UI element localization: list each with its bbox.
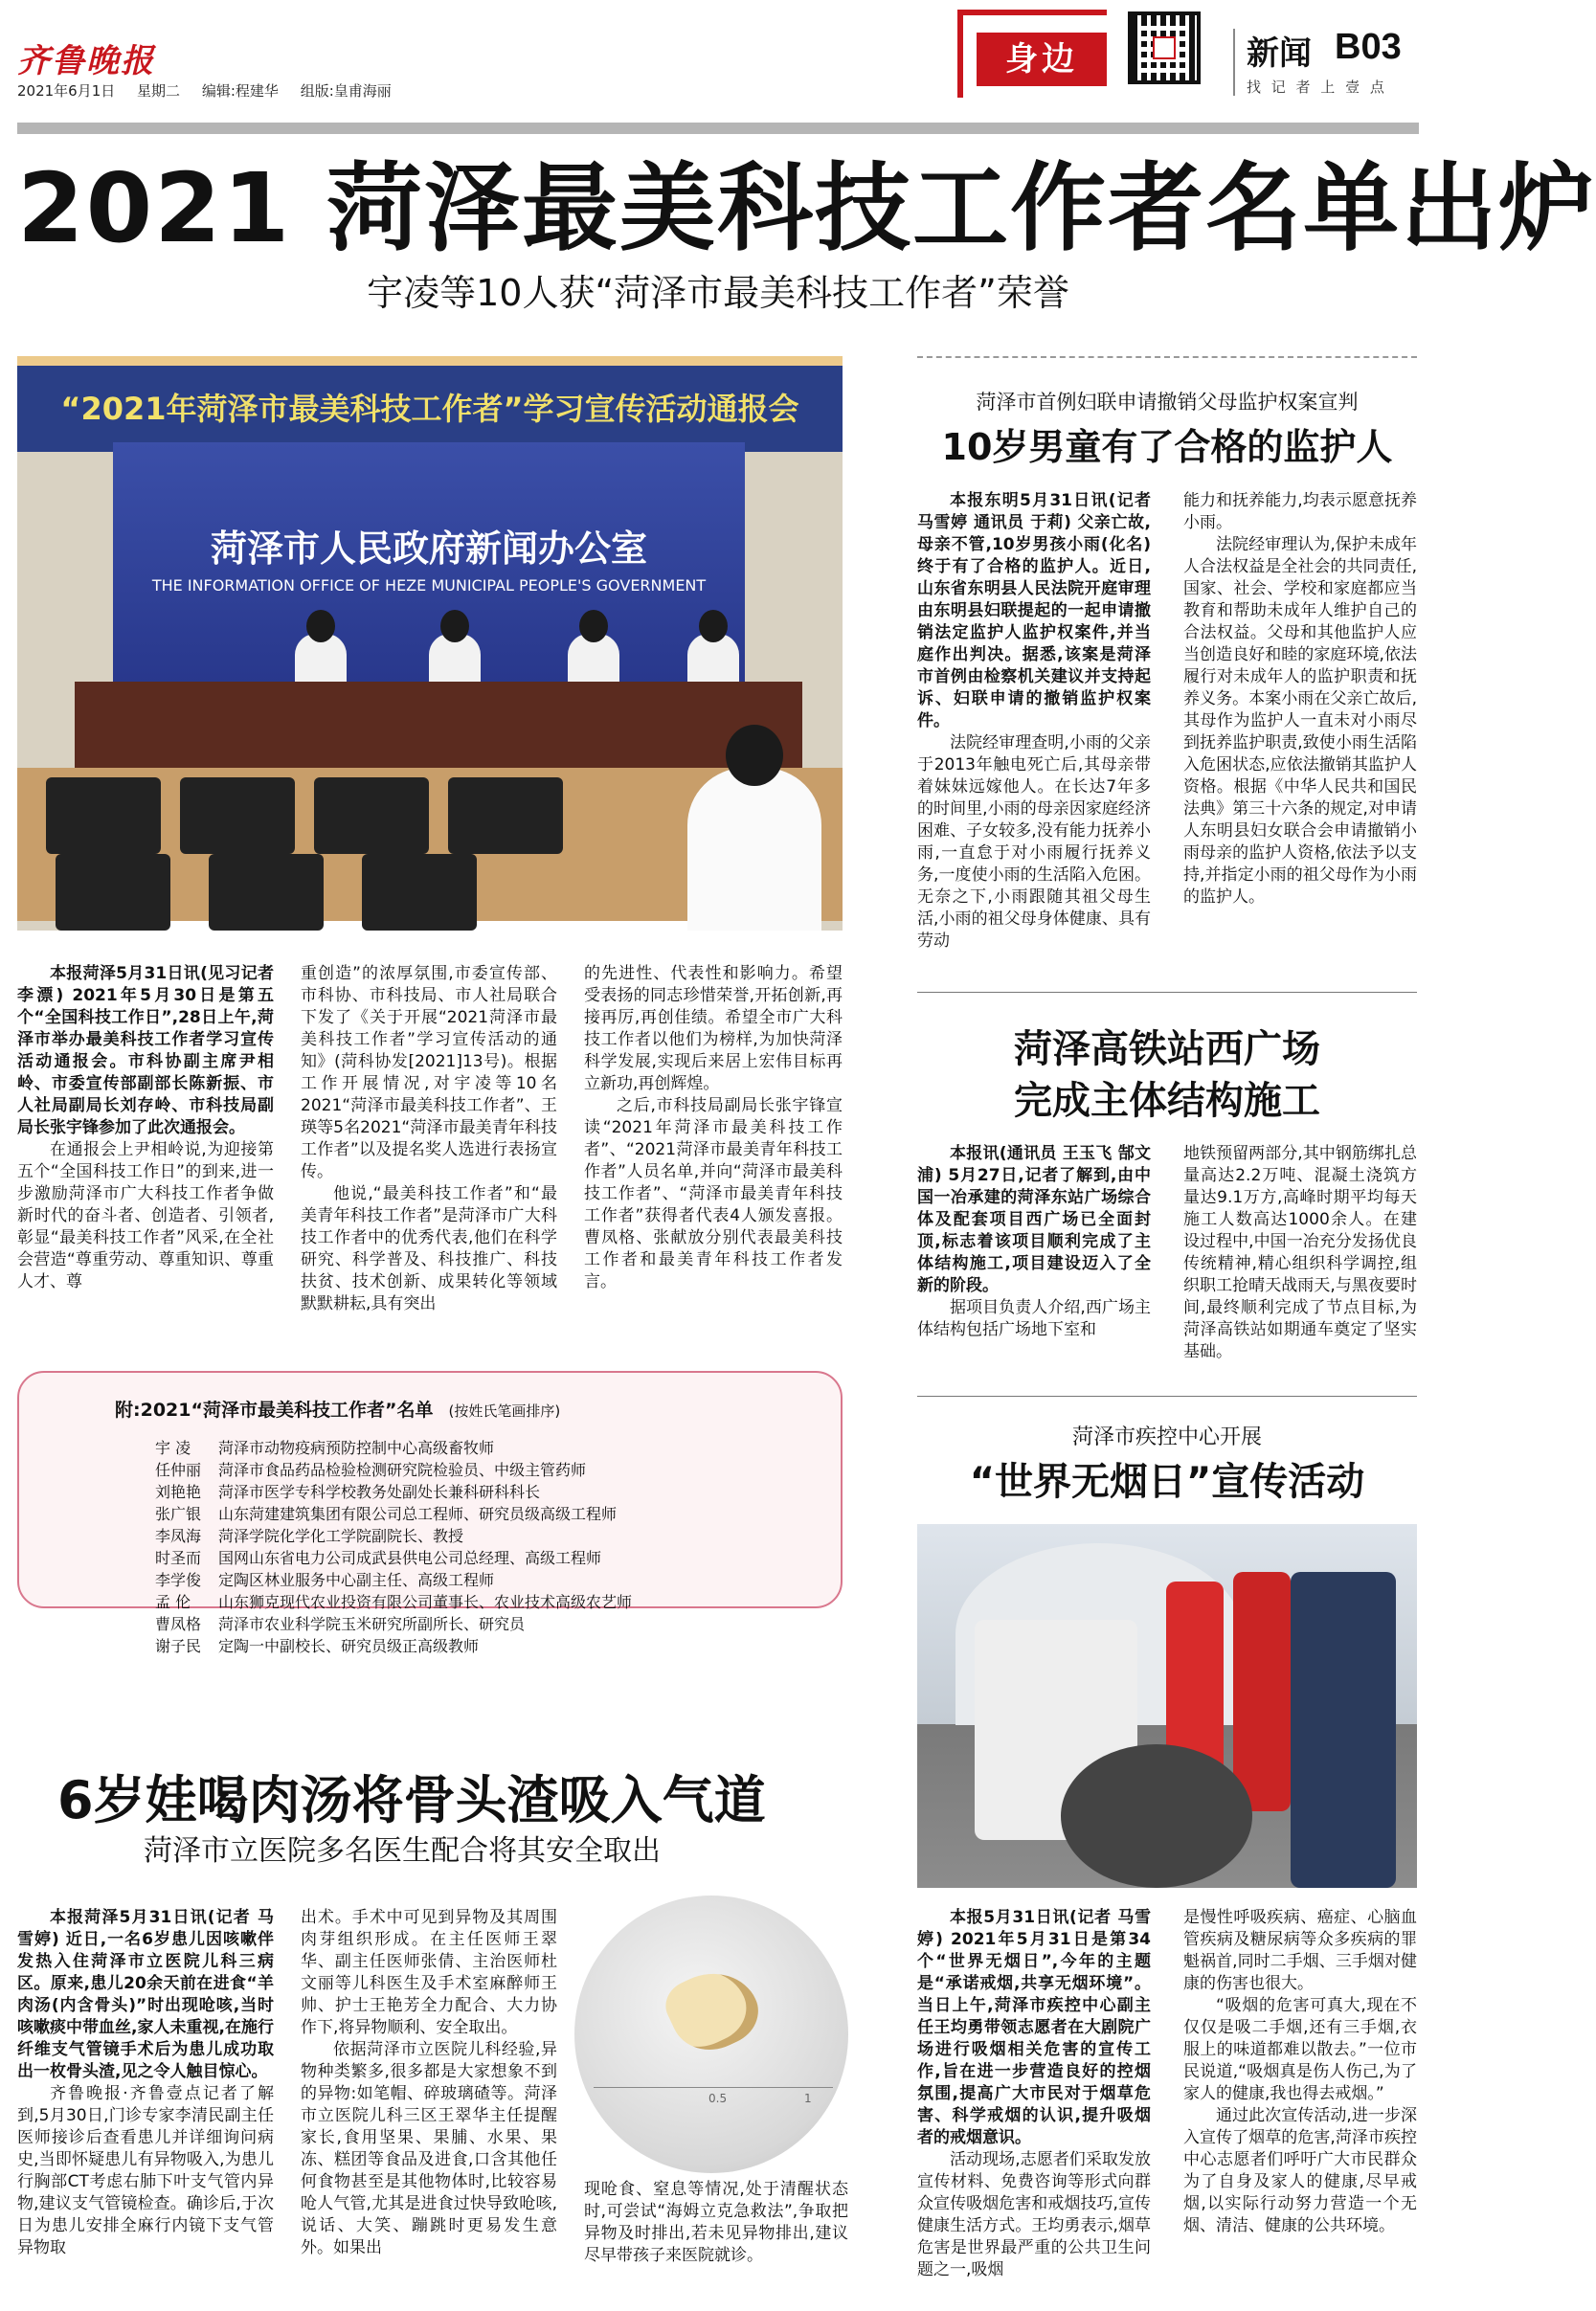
roster-row: 孟 伦 山东狮克现代农业投资有限公司董事长、农业技术高级农艺师 bbox=[155, 1593, 633, 1611]
child-col3-para1: 现呛食、窒息等情况,处于清醒状态时,可尝试“海姆立克急救法”,争取把异物及时排出,若未见异物排出,建议尽早带孩子来医院就诊。 bbox=[584, 2180, 848, 2265]
smoke-column-2 bbox=[1183, 1907, 1417, 2237]
bone-fragment-photo bbox=[574, 1896, 848, 2173]
child-column-3 bbox=[584, 2179, 848, 2267]
railway-column-2 bbox=[1183, 1143, 1417, 1363]
lead-column-3 bbox=[584, 963, 843, 1293]
roster-row: 曹凤格 菏泽市农业科学院玉米研究所副所长、研究员 bbox=[155, 1615, 526, 1633]
railway-headline-line1: 菏泽高铁站西广场 bbox=[1014, 1027, 1320, 1071]
photo-ruler: 0.5 1 bbox=[594, 2087, 833, 2112]
guardian-col1-para2: 法院经审理查明,小雨的父亲于2013年触电死亡后,其母亲带着妹妹远嫁他人。在长达7年多的时间里,小雨的母亲因家庭经济困难、子女较多,没有能力抚养小雨,一直怠于对小雨履行抚养义务,一度使小雨的生活陷入危困。无奈之下,小雨跟随其祖父母生活,小雨的祖父母身体健康、具有劳动 bbox=[917, 733, 1151, 951]
railway-top-rule bbox=[917, 992, 1417, 993]
roster-row: 张广银 山东菏建建筑集团有限公司总工程师、研究员级高级工程师 bbox=[155, 1505, 618, 1523]
child-col2-para1: 出术。手术中可见到异物及其周围肉芽组织形成。在主任医师王翠华、副主任医师张倩、主治医师杜文丽等儿科医生及手术室麻醉师王帅、护士王艳芳全力配合、大力协作下,将异物顺利、安全取出。 bbox=[301, 1908, 557, 2037]
newspaper-logo: 齐鲁晚报 bbox=[17, 42, 155, 80]
section-label: 身边 bbox=[977, 33, 1107, 86]
child-col1-para1: 本报菏泽5月31日讯(记者 马雪婷) 近日,一名6岁患儿因咳嗽伴发热入住菏泽市立医院儿科三病区。原来,患儿20余天前在进食“羊肉汤(内含骨头)”时出现呛咳,当时咳嗽痰中带血丝,家人未重视,在施行纤维支气管镜手术后为患儿成功取出一枚骨头渣,见之令人触目惊心。 bbox=[17, 1908, 274, 2081]
masthead-rule bbox=[17, 123, 1419, 134]
guardian-headline: 10岁男童有了合格的监护人 bbox=[941, 426, 1393, 468]
issue-line bbox=[17, 80, 409, 101]
railway-col1-para1: 本报讯(通讯员 王玉飞 郜文浦) 5月27日,记者了解到,由中国一冶承建的菏泽东站广场综合体及配套项目西广场已全面封顶,标志着该项目顺利完成了主体结构施工,项目建设迈入了全新的阶段。 bbox=[917, 1144, 1151, 1295]
smoke-campaign-photo bbox=[917, 1524, 1417, 1888]
roster-row: 任仲丽 菏泽市食品药品检验检测研究院检验员、中级主管药师 bbox=[155, 1461, 587, 1479]
conference-photo bbox=[17, 356, 843, 919]
issue-weekday: 星期二 bbox=[137, 82, 181, 100]
roster-row: 谢子民 定陶一中副校长、研究员级正高级教师 bbox=[155, 1637, 480, 1655]
page-number: B03 bbox=[1335, 27, 1402, 67]
masthead-divider bbox=[1233, 29, 1235, 96]
smoke-col2-para1: 是慢性呼吸疾病、癌症、心脑血管疾病及糖尿病等众多疾病的罪魁祸首,同时二手烟、三手烟对健康的伤害也很大。 bbox=[1183, 1908, 1417, 1993]
photo-banner-text: “2021年菏泽市最美科技工作者”学习宣传活动通报会 bbox=[17, 366, 843, 452]
railway-headline-line2: 完成主体结构施工 bbox=[1014, 1079, 1320, 1123]
roster-row: 宇 凌 菏泽市动物疫病预防控制中心高级畜牧师 bbox=[155, 1439, 495, 1457]
lead-col3-para1: 的先进性、代表性和影响力。希望受表扬的同志珍惜荣誉,开拓创新,再接再厉,再创佳绩。希望全市广大科技工作者以他们为榜样,为加快菏泽科学发展,实现后来居上宏伟目标再立新功,再创辉煌。 bbox=[584, 964, 843, 1093]
child-col1-para2: 齐鲁晚报·齐鲁壹点记者了解到,5月30日,门诊专家李清民副主任医师接诊后查看患儿并详细询问病史,当即怀疑患儿有异物吸入,为患儿行胸部CT考虑右肺下叶支气管内异物,建议支气管镜检查。确诊后,于次日为患儿安排全麻行内镜下支气管异物取 bbox=[17, 2084, 274, 2257]
child-column-1 bbox=[17, 1907, 274, 2259]
smoke-kicker: 菏泽市疾控中心开展 bbox=[1071, 1425, 1262, 1449]
smoke-top-rule bbox=[917, 1396, 1417, 1397]
guardian-kicker: 菏泽市首例妇联申请撤销父母监护权案宣判 bbox=[976, 391, 1359, 414]
issue-designer: 组版:皇甫海丽 bbox=[300, 82, 392, 100]
lead-col1-para2: 在通报会上尹相岭说,为迎接第五个“全国科技工作日”的到来,进一步激励菏泽市广大科技工作者争做新时代的奋斗者、创造者、引领者,彰显“最美科技工作者”风采,在全社会营造“尊重劳动、尊重知识、尊重人才、尊 bbox=[17, 1140, 274, 1291]
guardian-col1-para1: 本报东明5月31日讯(记者 马雪婷 通讯员 于莉) 父亲亡故,母亲不管,10岁男孩小雨(化名)终于有了合格的监护人。近日,山东省东明县人民法院开庭审理由东明县妇联提起的一起申请撤销法定监护人监护权案件,并当庭作出判决。据悉,该案是菏泽市首例由检察机关建议并支持起诉、妇联申请的撤销监护权案件。 bbox=[917, 491, 1151, 730]
reporter-tagline: 找 记 者 上 壹 点 bbox=[1247, 79, 1387, 96]
backdrop-title-cn: 菏泽市人民政府新闻办公室 bbox=[210, 527, 647, 570]
lead-subheadline: 宇凌等10人获“菏泽市最美科技工作者”荣誉 bbox=[367, 272, 1069, 314]
lead-col2-para2: 他说,“最美科技工作者”和“最美青年科技工作者”是菏泽市广大科技工作者中的优秀代表,他们在科学研究、科学普及、科技推广、科技扶贫、技术创新、成果转化等领域默默耕耘,具有突出 bbox=[301, 1184, 557, 1313]
roster-note: (按姓氏笔画排序) bbox=[448, 1402, 561, 1420]
column-label: 新闻 bbox=[1247, 34, 1312, 73]
railway-col1-para2: 据项目负责人介绍,西广场主体结构包括广场地下室和 bbox=[917, 1298, 1151, 1339]
issue-date: 2021年6月1日 bbox=[17, 82, 116, 100]
roster-row: 刘艳艳 菏泽市医学专科学校教务处副处长兼科研科科长 bbox=[155, 1483, 541, 1501]
smoke-col2-para2: “吸烟的危害可真大,现在不仅仅是吸二手烟,还有三手烟,衣服上的味道都难以散去。”一位市民说道,“吸烟真是伤人伤己,为了家人的健康,我也得去戒烟。” bbox=[1183, 1996, 1417, 2103]
qr-logo-icon bbox=[1153, 36, 1176, 59]
railway-col2-para1: 地铁预留两部分,其中钢筋绑扎总量高达2.2万吨、混凝土浇筑方量达9.1万方,高峰时期平均每天施工人数高达1000余人。在建设过程中,中国一冶充分发扬优良传统精神,精心组织科学调控,组织职工抢晴天战雨天,与黑夜要时间,最终顺利完成了节点目标,为菏泽高铁站如期通车奠定了坚实基础。 bbox=[1183, 1144, 1417, 1361]
smoke-column-1 bbox=[917, 1907, 1151, 2281]
lead-headline: 2021 菏泽最美科技工作者名单出炉 bbox=[17, 152, 1596, 264]
smoke-col1-para1: 本报5月31日讯(记者 马雪婷) 2021年5月31日是第34个“世界无烟日”,今年的主题是“承诺戒烟,共享无烟环境”。当日上午,菏泽市疾控中心副主任王均勇带领志愿者在大剧院广场进行吸烟相关危害的宣传工作,旨在进一步营造良好的控烟氛围,提高广大市民对于烟草危害、科学戒烟的认识,提升吸烟者的戒烟意识。 bbox=[917, 1908, 1151, 2147]
guardian-column-2 bbox=[1183, 490, 1417, 909]
guardian-col2-para1: 能力和抚养能力,均表示愿意抚养小雨。 bbox=[1183, 491, 1417, 532]
smoke-headline: “世界无烟日”宣传活动 bbox=[969, 1460, 1365, 1504]
backdrop-title-en: THE INFORMATION OFFICE OF HEZE MUNICIPAL PEOPLE'S GOVERNMENT bbox=[151, 576, 707, 595]
guardian-column-1 bbox=[917, 490, 1151, 953]
guardian-col2-para2: 法院经审理认为,保护未成年人合法权益是全社会的共同责任,国家、社会、学校和家庭都应当教育和帮助未成年人维护自己的合法权益。父母和其他监护人应当创造良好和睦的家庭环境,依法履行对未成年人的监护职责和抚养义务。本案小雨在父亲亡故后,其母作为监护人一直未对小雨尽到抚养监护职责,致使小雨生活陷入危困状态,应依法撤销其监护人资格。根据《中华人民共和国民法典》第三十六条的规定,对申请人东明县妇女联合会申请撤销小雨母亲的监护人资格,依法予以支持,并指定小雨的祖父母作为小雨的监护人。 bbox=[1183, 535, 1417, 907]
lead-col2-para1: 重创造”的浓厚氛围,市委宣传部、市科协、市科技局、市人社局联合下发了《关于开展“2021菏泽市最美科技工作者”学习宣传活动的通知》(菏科协发[2021]13号)。根据工作开展情况,对宇凌等10名2021“菏泽市最美科技工作者”、王瑛等5名2021“菏泽市最美青年科技工作者”以及提名奖人选进行表扬宣传。 bbox=[301, 964, 557, 1181]
issue-editor: 编辑:程建华 bbox=[201, 82, 279, 100]
smoke-col1-para2: 活动现场,志愿者们采取发放宣传材料、免费咨询等形式向群众宣传吸烟危害和戒烟技巧,宣传健康生活方式。王均勇表示,烟草危害是世界最严重的公共卫生问题之一,吸烟 bbox=[917, 2150, 1151, 2279]
child-headline: 6岁娃喝肉汤将骨头渣吸入气道 bbox=[57, 1770, 766, 1830]
roster-title: 附:2021“菏泽市最美科技工作者”名单 bbox=[115, 1400, 434, 1421]
child-col2-para2: 依据菏泽市立医院儿科经验,异物种类繁多,很多都是大家想象不到的异物:如笔帽、碎玻璃碴等。菏泽市立医院儿科三区王翠华主任提醒家长,食用坚果、果脯、水果、果冻、糕团等食品及进食,口含其他任何食物甚至是其他物体时,比较容易呛人气管,尤其是进食过快导致呛咳,说话、大笑、蹦跳时更易发生意外。如果出 bbox=[301, 2040, 557, 2257]
bone-fragment bbox=[658, 1958, 768, 2064]
lead-column-1 bbox=[17, 963, 274, 1293]
roster-row: 李凤海 菏泽学院化学化工学院副院长、教授 bbox=[155, 1527, 464, 1545]
section-tag bbox=[957, 10, 1107, 98]
child-subheadline: 菏泽市立医院多名医生配合将其安全取出 bbox=[144, 1834, 661, 1868]
railway-column-1 bbox=[917, 1143, 1151, 1341]
roster-heading bbox=[115, 1396, 560, 1422]
lead-col1-para1: 本报菏泽5月31日讯(见习记者 李漂) 2021年5月30日是第五个“全国科技工作日”,28日上午,菏泽市举办最美科技工作者学习宣传活动通报会。市科协副主席尹相岭、市委宣传部副部长陈新振、市人社局副局长刘存岭、市科技局副局长张宇锋参加了此次通报会。 bbox=[17, 964, 274, 1137]
roster-row: 时圣而 国网山东省电力公司成武县供电公司总经理、高级工程师 bbox=[155, 1549, 602, 1567]
roster-row: 李学俊 定陶区林业服务中心副主任、高级工程师 bbox=[155, 1571, 495, 1589]
lead-col3-para2: 之后,市科技局副局长张宇锋宣读“2021年菏泽市最美科技工作者”、“2021菏泽市最美青年科技工作者”人员名单,并向“菏泽市最美科技工作者”、“菏泽市最美青年科技工作者”获得者代表4人颁发喜报。曹凤格、张献放分别代表最美科技工作者和最美青年科技工作者发言。 bbox=[584, 1096, 843, 1291]
child-column-2 bbox=[301, 1907, 557, 2259]
smoke-col2-para3: 通过此次宣传活动,进一步深入宣传了烟草的危害,菏泽市疾控中心志愿者们呼吁广大市民群众为了自身及家人的健康,尽早戒烟,以实际行动努力营造一个无烟、清洁、健康的公共环境。 bbox=[1183, 2106, 1417, 2235]
right-column-rule bbox=[917, 356, 1417, 358]
lead-column-2 bbox=[301, 963, 557, 1315]
